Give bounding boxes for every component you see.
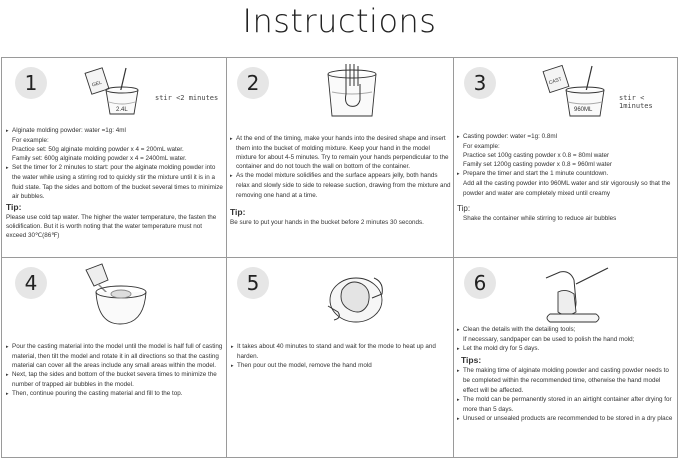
instruction-line: ▸ Set the timer for 2 minutes to start: pour the alginate molding powder into the water while using a stirring rod to quickly stir the mixture until it is in a fluid state. Tap the sides and bottom of the bucket several times to minimize air bubbles.: [6, 163, 224, 200]
instruction-line: Family set 1200g casting powder x 0.8 = 960ml water: [463, 161, 612, 169]
step-3-tip-text: Shake the container while stirring to reduce air bubbles: [463, 214, 617, 222]
pouring-cup-icon: [86, 264, 108, 286]
step-6-tip-title: Tips:: [461, 355, 482, 366]
step-4-illustration: [82, 262, 154, 328]
step-3-tip-title: Tip:: [457, 203, 471, 213]
step-1-lines: [6, 126, 224, 201]
step-3-text: [457, 132, 676, 223]
step-4-panel: [1, 257, 227, 458]
tip-item: ▸ Unused or unsealed products are recommended to be stored in a dry place: [457, 414, 676, 424]
step-5-text: [231, 342, 451, 371]
step-5-illustration: [324, 268, 394, 328]
instruction-line: ▸ Clean the details with the detailing tools;: [457, 325, 676, 335]
instruction-line: ▸ Then, continue pouring the casting material and fill to the top.: [6, 389, 224, 399]
tip-item: ▸ The making time of alginate molding powder and casting powder needs to be completed within the recommended time, otherwise the hand model effect will be affected.: [457, 366, 676, 394]
step-2-illustration: [322, 64, 382, 120]
instruction-line: ▸ At the end of the timing, make your hands into the desired shape and insert them into the bucket of molding mixture. Keep your hand in the model mixture for about 4-5 minutes. Try to remain your hands perpendicular to the container and do not touch the wall on bottom of the container.: [230, 134, 452, 171]
tip-item: ▸ The mold can be permanently stored in an airtight container after drying for more than 5 days.: [457, 395, 676, 414]
step-1-panel: [1, 57, 227, 258]
page-title: Instructions: [242, 2, 437, 40]
step-1-tip-text: Please use cold tap water. The higher the water temperature, the fasten the solidification. But it is worth noting that the water temperature must not exceed 30℃(86℉): [6, 213, 217, 240]
instruction-line: For example:: [463, 143, 500, 151]
step-2-tip-text: Be sure to put your hands in the bucket before 2 minutes 30 seconds.: [230, 218, 424, 226]
step-3-number: 3: [464, 67, 496, 99]
detailing-tool-icon: [576, 268, 608, 284]
step-6-illustration: [536, 262, 616, 324]
instruction-line: ▸ Prepare the timer and start the 1 minute countdown.: [457, 169, 676, 179]
instruction-line: Add all the casting powder into 960ML water and stir vigorously so that the powder and water are completely mixed until creamy: [463, 180, 671, 197]
step-3-lines: [457, 132, 676, 198]
instruction-line: ▸ It takes about 40 minutes to stand and wait for the mode to heat up and harden.: [231, 342, 451, 361]
instruction-line: ▸ Pour the casting material into the model until the model is half full of casting material, then tilt the model and rotate it in all directions so that the casting material can cover all the areas include any small areas within the model.: [6, 342, 224, 370]
instruction-line: ▸ Casting powder: water =1g: 0.8ml: [457, 132, 676, 142]
instruction-line: ▸ Then pour out the model, remove the hand mold: [231, 361, 451, 371]
instruction-line: Practice set: 50g alginate molding powder x 4 = 200mL water.: [12, 146, 184, 154]
instruction-line: ▸ As the model mixture solidifies and the surface appears jelly, both hands relax and slowly side to side to release suction, drawing from the mixture and removing one hand at a time.: [230, 171, 452, 199]
step-6-tips: [457, 366, 676, 424]
cup-label: 960ML: [574, 107, 593, 113]
step-4-lines: [6, 342, 224, 400]
instruction-line: Family set: 600g alginate molding powder x 4 = 2400mL water.: [12, 155, 187, 163]
step-2-number: 2: [237, 67, 269, 99]
step-3-caption: stir < 1minutes: [619, 94, 653, 110]
base-plate: [547, 314, 599, 322]
step-2-text: [230, 134, 452, 227]
step-6-lines: [457, 325, 676, 354]
instruction-line: For example:: [12, 137, 49, 145]
step-1-number: 1: [15, 67, 47, 99]
step-6-panel: [453, 257, 678, 458]
step-4-text: [6, 342, 224, 400]
instruction-line: ▸ Next, tap the sides and bottom of the bucket severa times to minimize the number of trapped air bubbles in the model.: [6, 370, 224, 389]
instruction-line: ▸ Alginate molding powder: water =1g: 4ml: [6, 126, 224, 136]
instruction-line: ▸ Let the mold dry for 5 days.: [457, 344, 676, 354]
hand-mold-icon: [558, 290, 576, 315]
step-3-illustration: [542, 64, 614, 118]
step-6-number: 6: [464, 267, 496, 299]
instruction-line: Practice set 100g casting powder x 0.8 = 80ml water: [463, 152, 610, 160]
step-5-number: 5: [237, 267, 269, 299]
step-2-tip-title: Tip:: [230, 206, 246, 217]
step-2-lines: [230, 134, 452, 200]
cup-label: 2.4L: [116, 107, 128, 113]
step-2-panel: [226, 57, 454, 258]
step-5-lines: [231, 342, 451, 371]
step-5-panel: [226, 257, 454, 458]
step-4-number: 4: [15, 267, 47, 299]
step-1-tip-title: Tip:: [6, 201, 22, 212]
step-1-illustration: [82, 64, 152, 116]
bag-label: GEL: [91, 79, 103, 89]
step-1-caption: stir <2 minutes: [155, 94, 219, 102]
instruction-line: If necessary, sandpaper can be used to polish the hand mold;: [463, 336, 635, 344]
step-6-text: [457, 325, 676, 424]
bucket-icon: [328, 74, 376, 116]
step-1-text: [6, 126, 224, 240]
bag-label: CAST: [548, 76, 563, 87]
step-3-panel: [453, 57, 678, 258]
